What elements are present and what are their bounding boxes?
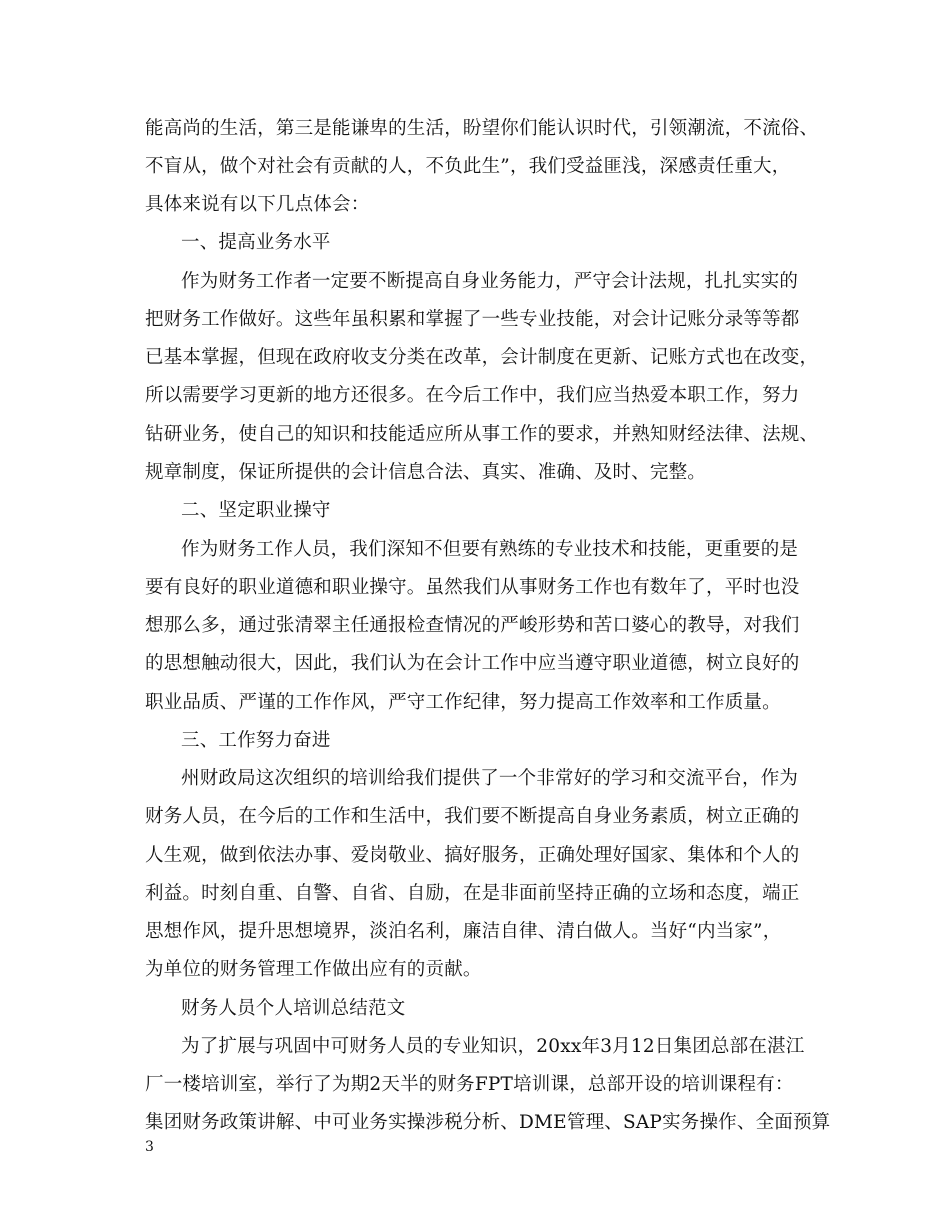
- text-line: 要有良好的职业道德和职业操守。虽然我们从事财务工作也有数年了，平时也没: [145, 577, 800, 598]
- text-line: 已基本掌握，但现在政府收支分类在改革，会计制度在更新、记账方式也在改变，: [145, 347, 819, 368]
- text-line: 所以需要学习更新的地方还很多。在今后工作中，我们应当热爱本职工作，努力: [145, 385, 800, 406]
- text-line: 思想作风，提升思想境界，淡泊名利，廉洁自律、清白做人。当好“内当家”，: [145, 921, 782, 942]
- section-heading: 一、提高业务水平: [181, 232, 331, 253]
- text-line: 职业品质、严谨的工作作风，严守工作纪律，努力提高工作效率和工作质量。: [145, 692, 781, 713]
- text-line: 作为财务工作者一定要不断提高自身业务能力，严守会计法规，扎扎实实的: [181, 271, 799, 292]
- text-line: 想那么多，通过张清翠主任通报检查情况的严峻形势和苦口婆心的教导，对我们: [145, 615, 800, 636]
- text-line: 为单位的财务管理工作做出应有的贡献。: [145, 959, 482, 980]
- text-line: 作为财务工作人员，我们深知不但要有熟练的专业技术和技能，更重要的是: [181, 539, 799, 560]
- text-line: 不盲从，做个对社会有贡献的人，不负此生”，我们受益匪浅，深感责任重大，: [145, 156, 791, 177]
- text-line: 具体来说有以下几点体会：: [145, 194, 370, 215]
- text-line: 规章制度，保证所提供的会计信息合法、真实、准确、及时、完整。: [145, 462, 707, 483]
- text-line: 钻研业务，使自己的知识和技能适应所从事工作的要求，并熟知财经法律、法规、: [145, 424, 819, 445]
- article-title: 财务人员个人培训总结范文: [181, 998, 406, 1019]
- text-line: 利益。时刻自重、自警、自省、自励，在是非面前坚持正确的立场和态度，端正: [145, 883, 800, 904]
- text-line: 州财政局这次组织的培训给我们提供了一个非常好的学习和交流平台，作为: [181, 768, 799, 789]
- section-heading: 三、工作努力奋进: [181, 730, 331, 751]
- page-number: 3: [145, 1139, 154, 1155]
- text-line: 财务人员，在今后的工作和生活中，我们要不断提高自身业务素质，树立正确的: [145, 806, 800, 827]
- text-line: 人生观，做到依法办事、爱岗敬业、搞好服务，正确处理好国家、集体和个人的: [145, 845, 800, 866]
- text-line: 的思想触动很大，因此，我们认为在会计工作中应当遵守职业道德，树立良好的: [145, 653, 800, 674]
- text-line: 为了扩展与巩固中可财务人员的专业知识，20xx年3月12日集团总部在湛江: [181, 1036, 805, 1057]
- section-heading: 二、坚定职业操守: [181, 500, 331, 521]
- text-line: 能高尚的生活，第三是能谦卑的生活，盼望你们能认识时代，引领潮流，不流俗、: [145, 118, 819, 139]
- text-line: 把财务工作做好。这些年虽积累和掌握了一些专业技能，对会计记账分录等等都: [145, 309, 800, 330]
- text-line: 厂一楼培训室，举行了为期2天半的财务FPT培训课，总部开设的培训课程有：: [145, 1074, 794, 1095]
- text-line: 集团财务政策讲解、中可业务实操涉税分析、DME管理、SAP实务操作、全面预算: [145, 1112, 831, 1133]
